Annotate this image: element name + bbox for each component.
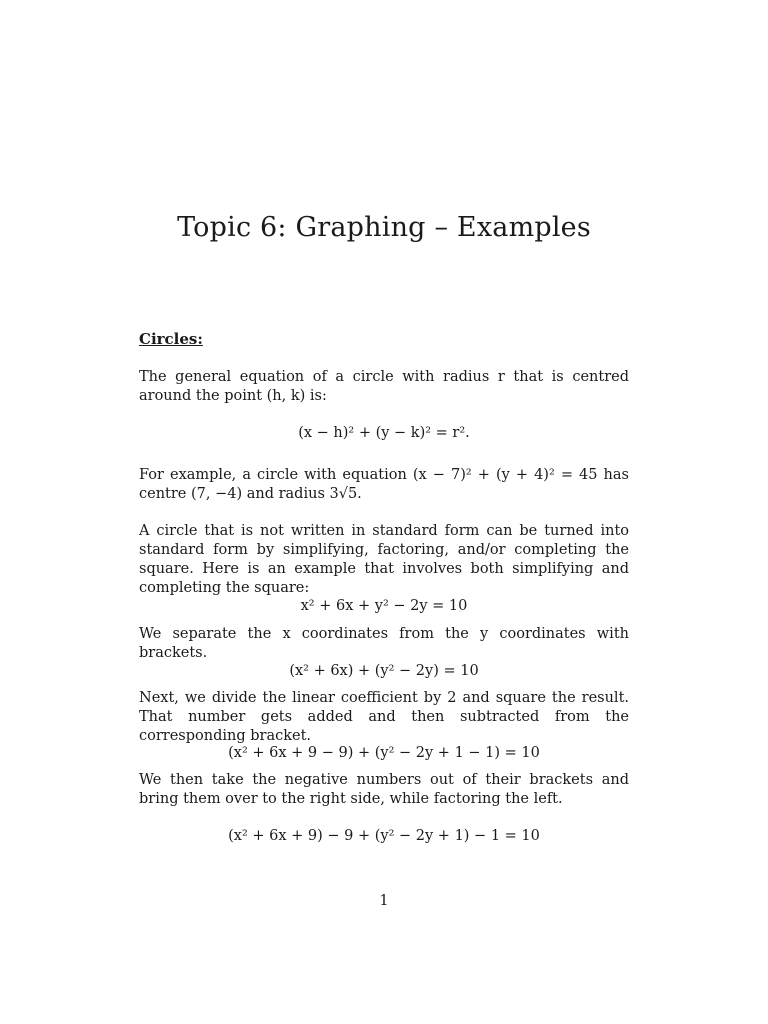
section-heading-circles: Circles: [139, 330, 203, 348]
paragraph-general-equation: The general equation of a circle with radius r that is centred around the point (h, k) is: [139, 369, 629, 404]
paragraph-separate-coordinates: We separate the x coordinates from the y coordinates with brackets. [139, 626, 629, 661]
paragraph-complete-square: Next, we divide the linear coefficient by 2 and square the result. That number gets added and then subtracted from the corresponding bracket. [139, 690, 629, 744]
page-number: 1 [379, 893, 389, 909]
page-title: Topic 6: Graphing – Examples [177, 212, 591, 243]
equation-add-subtract: (x² + 6x + 9 − 9) + (y² − 2y + 1 − 1) = 10 [228, 745, 540, 761]
equation-standard-form: (x − h)² + (y − k)² = r². [298, 425, 470, 441]
paragraph-example-circle: For example, a circle with equation (x − 7)² + (y + 4)² = 45 has centre (7, −4) and radius 3√5. [139, 467, 629, 502]
paragraph-non-standard-form: A circle that is not written in standard form can be turned into standard form by simplifying, factoring, and/or completing the square. Here is an example that involves both simplifying and completing the square: [139, 523, 629, 596]
equation-bracketed: (x² + 6x) + (y² − 2y) = 10 [289, 663, 479, 679]
equation-factored: (x² + 6x + 9) − 9 + (y² − 2y + 1) − 1 = 10 [228, 828, 540, 844]
paragraph-factor-left: We then take the negative numbers out of their brackets and bring them over to the right side, while factoring the left. [139, 772, 629, 807]
equation-expanded: x² + 6x + y² − 2y = 10 [300, 598, 468, 614]
